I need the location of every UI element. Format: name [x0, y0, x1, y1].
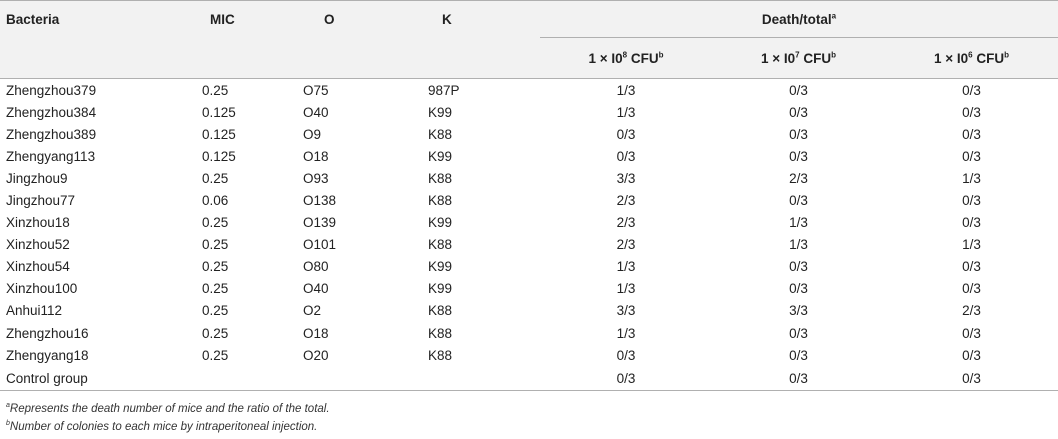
cell-death-1e8: 3/3 — [616, 303, 636, 319]
table-row — [0, 344, 1058, 366]
dose-unit: CFU — [627, 50, 659, 66]
cell-k-antigen: K88 — [428, 325, 453, 341]
cell-bacteria: Control group — [0, 366, 200, 391]
cell-o-antigen: O80 — [303, 259, 329, 275]
cell-k-antigen: K88 — [428, 347, 453, 363]
cell-mic: 0.25 — [202, 259, 229, 275]
cell-k-antigen: K99 — [428, 215, 453, 231]
cell-mic: 0.25 — [202, 82, 229, 98]
cell-k-antigen: K88 — [428, 126, 453, 142]
cell-o-antigen — [290, 366, 410, 391]
dose-unit: CFU — [799, 50, 832, 66]
cell-death-1e7: 0/3 — [789, 104, 808, 120]
cell-mic: 0.25 — [202, 170, 229, 186]
cell-k-antigen: K88 — [428, 193, 453, 209]
header-spacer — [200, 38, 290, 79]
cell-mic: 0.25 — [202, 237, 229, 253]
footnote-a — [6, 400, 330, 418]
cell-death-1e6: 0/3 — [962, 347, 981, 363]
cell-o-antigen: O101 — [303, 237, 337, 253]
table-row — [0, 256, 1058, 278]
cell-o-antigen: O2 — [303, 303, 322, 319]
cell-death-1e6: 0/3 — [962, 193, 981, 209]
cell-mic — [200, 366, 290, 391]
cell-death-1e6: 0/3 — [962, 104, 981, 120]
dose-exponent: 7 — [795, 50, 800, 59]
table-row — [0, 278, 1058, 300]
cell-death-1e7: 0/3 — [789, 126, 808, 142]
cell-k-antigen: K99 — [428, 259, 453, 275]
cell-death-1e7: 0/3 — [712, 366, 885, 391]
cell-bacteria: Zhengzhou389 — [6, 126, 97, 142]
table-row — [0, 79, 1058, 102]
cell-death-1e6: 1/3 — [962, 237, 981, 253]
dose-exponent: 6 — [968, 50, 973, 59]
cell-death-1e8: 2/3 — [616, 193, 636, 209]
footnote-mark-b: b — [658, 50, 664, 59]
header-mic: MIC — [200, 1, 290, 38]
cell-death-1e6: 0/3 — [962, 325, 981, 341]
table-row — [0, 322, 1058, 344]
header-dose-1e6 — [885, 38, 1058, 79]
dose-exponent: 8 — [622, 50, 628, 59]
footnote-a-mark: a — [6, 402, 10, 410]
cell-k-antigen: K88 — [428, 303, 453, 319]
cell-o-antigen: O18 — [303, 325, 329, 341]
cell-death-1e6: 0/3 — [962, 148, 981, 164]
footnote-mark-b: b — [1004, 50, 1009, 59]
cell-death-1e6: 0/3 — [885, 366, 1058, 391]
cell-death-1e6: 0/3 — [962, 215, 981, 231]
cell-bacteria: Zhengzhou379 — [6, 82, 97, 98]
table-row — [0, 189, 1058, 211]
cell-death-1e7: 1/3 — [789, 215, 808, 231]
cell-o-antigen: O40 — [303, 281, 329, 297]
cell-bacteria: Jingzhou77 — [6, 193, 76, 209]
cell-k-antigen: K99 — [428, 104, 453, 120]
table-row — [0, 212, 1058, 234]
cell-mic: 0.25 — [202, 347, 229, 363]
cell-death-1e6: 0/3 — [962, 281, 981, 297]
table-header — [0, 1, 1058, 79]
table-row — [0, 366, 1058, 391]
cell-death-1e8: 1/3 — [616, 259, 636, 275]
cell-death-1e6: 1/3 — [962, 170, 981, 186]
cell-bacteria: Zhengzhou384 — [6, 104, 97, 120]
cell-o-antigen: O20 — [303, 347, 329, 363]
header-k: K — [410, 1, 540, 38]
table-row — [0, 234, 1058, 256]
cell-death-1e8: 2/3 — [616, 237, 636, 253]
header-bacteria: Bacteria — [0, 1, 200, 38]
cell-death-1e8: 1/3 — [616, 325, 636, 341]
cell-k-antigen: 987P — [428, 82, 460, 98]
cell-bacteria: Zhengyang113 — [6, 148, 96, 164]
cell-bacteria: Xinzhou54 — [6, 259, 70, 275]
cell-mic: 0.125 — [202, 104, 236, 120]
cell-death-1e8: 2/3 — [616, 215, 636, 231]
cell-k-antigen: K99 — [428, 281, 453, 297]
header-spacer — [410, 38, 540, 79]
cell-death-1e8: 1/3 — [616, 281, 636, 297]
cell-mic: 0.125 — [202, 126, 236, 142]
footnote-mark-a: a — [831, 11, 837, 20]
cell-death-1e8: 0/3 — [540, 366, 712, 391]
footnote-mark-b: b — [831, 50, 836, 59]
cell-bacteria: Jingzhou9 — [6, 170, 68, 186]
cell-death-1e6: 0/3 — [962, 126, 981, 142]
footnote-a-text: Represents the death number of mice and the ratio of the total. — [9, 403, 330, 415]
dose-label: 1 × I0 — [588, 50, 623, 66]
footnote-b-mark: b — [6, 420, 10, 428]
cell-k-antigen: K88 — [428, 170, 453, 186]
cell-bacteria: Xinzhou18 — [6, 215, 70, 231]
cell-death-1e8: 0/3 — [616, 126, 636, 142]
cell-o-antigen: O75 — [303, 82, 329, 98]
cell-death-1e7: 0/3 — [789, 82, 808, 98]
table-body — [0, 79, 1058, 391]
header-death-total — [540, 1, 1058, 38]
cell-death-1e7: 0/3 — [789, 259, 808, 275]
cell-death-1e8: 1/3 — [616, 82, 636, 98]
cell-bacteria: Xinzhou52 — [6, 237, 70, 253]
cell-death-1e8: 3/3 — [616, 170, 636, 186]
cell-mic: 0.25 — [202, 303, 229, 319]
cell-mic: 0.25 — [202, 215, 229, 231]
cell-death-1e6: 2/3 — [962, 303, 981, 319]
cell-death-1e7: 3/3 — [789, 303, 808, 319]
cell-o-antigen: O139 — [303, 215, 337, 231]
table-row — [0, 300, 1058, 322]
header-dose-1e7 — [712, 38, 885, 79]
cell-bacteria: Zhengzhou16 — [6, 325, 89, 341]
cell-o-antigen: O40 — [303, 104, 329, 120]
cell-death-1e7: 1/3 — [789, 237, 808, 253]
cell-mic: 0.125 — [202, 148, 236, 164]
dose-unit: CFU — [972, 50, 1005, 66]
table-row — [0, 145, 1058, 167]
cell-bacteria: Zhengyang18 — [6, 347, 89, 363]
cell-bacteria: Anhui112 — [6, 303, 63, 319]
cell-o-antigen: O138 — [303, 193, 337, 209]
cell-death-1e7: 0/3 — [789, 193, 808, 209]
footnotes — [6, 400, 330, 436]
cell-death-1e7: 0/3 — [789, 347, 808, 363]
footnote-b-text: Number of colonies to each mice by intraperitoneal injection. — [9, 421, 318, 433]
header-o: O — [290, 1, 410, 38]
header-spacer — [290, 38, 410, 79]
header-dose-1e8 — [540, 38, 712, 79]
cell-death-1e8: 1/3 — [616, 104, 636, 120]
cell-death-1e8: 0/3 — [616, 347, 636, 363]
dose-label: 1 × I0 — [934, 50, 969, 66]
header-spacer — [0, 38, 200, 79]
cell-k-antigen — [410, 366, 540, 391]
cell-death-1e7: 0/3 — [789, 325, 808, 341]
header-death-total-label: Death/total — [761, 11, 832, 27]
cell-o-antigen: O93 — [303, 170, 329, 186]
cell-o-antigen: O18 — [303, 148, 329, 164]
cell-mic: 0.06 — [202, 193, 229, 209]
cell-death-1e8: 0/3 — [616, 148, 636, 164]
cell-mic: 0.25 — [202, 325, 229, 341]
cell-k-antigen: K88 — [428, 237, 453, 253]
footnote-b — [6, 418, 330, 436]
cell-death-1e6: 0/3 — [962, 259, 981, 275]
cell-mic: 0.25 — [202, 281, 229, 297]
cell-death-1e7: 0/3 — [789, 148, 808, 164]
table-row — [0, 167, 1058, 189]
cell-death-1e7: 0/3 — [789, 281, 808, 297]
cell-o-antigen: O9 — [303, 126, 322, 142]
dose-label: 1 × I0 — [761, 50, 796, 66]
cell-k-antigen: K99 — [428, 148, 453, 164]
cell-death-1e6: 0/3 — [962, 82, 981, 98]
table-row — [0, 123, 1058, 145]
cell-bacteria: Xinzhou100 — [6, 281, 78, 297]
cell-death-1e7: 2/3 — [789, 170, 808, 186]
table-row — [0, 101, 1058, 123]
